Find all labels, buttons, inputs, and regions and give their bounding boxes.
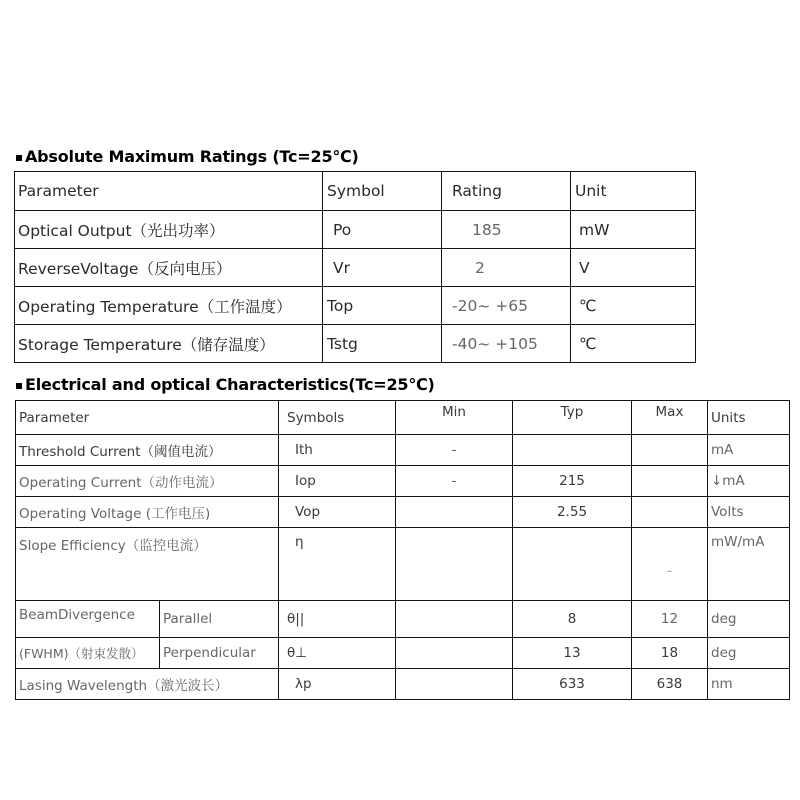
unit-cell: deg	[708, 638, 790, 669]
rating-cell: 185	[442, 211, 571, 249]
table-header-row	[16, 401, 790, 435]
typ-cell: 8	[513, 601, 632, 638]
param-cell: Storage Temperature（储存温度）	[15, 325, 323, 363]
rating-cell: -20~ +65	[442, 287, 571, 325]
symbol-cell: λp	[279, 669, 396, 700]
section2-title	[16, 375, 435, 394]
header-cell: Unit	[571, 172, 696, 211]
min-cell: -	[396, 435, 513, 466]
unit-cell: deg	[708, 601, 790, 638]
param-cell: Slope Efficiency（监控电流）	[16, 528, 279, 601]
unit-cell: mA	[708, 435, 790, 466]
max-cell	[632, 435, 708, 466]
electrical-optical-table	[15, 400, 790, 700]
unit-cell: mW/mA	[708, 528, 790, 601]
section1-title-text: Absolute Maximum Ratings (Tc=25℃)	[25, 147, 359, 166]
table-row	[16, 497, 790, 528]
max-cell: 12	[632, 601, 708, 638]
min-cell	[396, 669, 513, 700]
table-row	[16, 435, 790, 466]
param-cell: ReverseVoltage（反向电压）	[15, 249, 323, 287]
param-cell: Operating Voltage (工作电压)	[16, 497, 279, 528]
symbol-cell: Tstg	[323, 325, 442, 363]
rating-cell: -40~ +105	[442, 325, 571, 363]
max-cell	[632, 497, 708, 528]
table-header-row	[15, 172, 696, 211]
table-row	[15, 287, 696, 325]
absolute-max-ratings-table	[14, 171, 696, 363]
header-cell: Typ	[513, 401, 632, 435]
section1-title	[16, 147, 359, 166]
table-row	[16, 638, 790, 669]
param-cell: (FWHM)（射束发散）	[16, 638, 160, 669]
typ-cell	[513, 435, 632, 466]
unit-cell: nm	[708, 669, 790, 700]
header-cell: Rating	[442, 172, 571, 211]
min-cell	[396, 528, 513, 601]
table-row	[16, 601, 790, 638]
header-cell: Symbol	[323, 172, 442, 211]
symbol-cell: Top	[323, 287, 442, 325]
symbol-cell: θ⊥	[279, 638, 396, 669]
min-cell	[396, 601, 513, 638]
table-row	[16, 528, 790, 601]
table-row	[15, 325, 696, 363]
unit-cell: V	[571, 249, 696, 287]
param-cell: Threshold Current（阈值电流）	[16, 435, 279, 466]
symbol-cell: Po	[323, 211, 442, 249]
rating-cell: 2	[442, 249, 571, 287]
param-cell: Lasing Wavelength（激光波长）	[16, 669, 279, 700]
symbol-cell: θ||	[279, 601, 396, 638]
header-cell: Units	[708, 401, 790, 435]
unit-cell: ↓mA	[708, 466, 790, 497]
header-cell: Symbols	[279, 401, 396, 435]
max-cell: -	[632, 528, 708, 601]
section2-title-text: Electrical and optical Characteristics(Tc=25℃)	[25, 375, 435, 394]
sub-param-cell: Perpendicular	[160, 638, 279, 669]
symbol-cell: Iop	[279, 466, 396, 497]
typ-cell	[513, 528, 632, 601]
min-cell: -	[396, 466, 513, 497]
typ-cell: 2.55	[513, 497, 632, 528]
symbol-cell: η	[279, 528, 396, 601]
param-cell: Operating Current（动作电流）	[16, 466, 279, 497]
header-cell: Min	[396, 401, 513, 435]
header-cell: Parameter	[16, 401, 279, 435]
bullet-icon	[16, 155, 22, 161]
unit-cell: ℃	[571, 325, 696, 363]
table-row	[15, 211, 696, 249]
unit-cell: mW	[571, 211, 696, 249]
unit-cell: ℃	[571, 287, 696, 325]
param-cell: BeamDivergence	[16, 601, 160, 638]
param-cell: Operating Temperature（工作温度）	[15, 287, 323, 325]
param-cell: Optical Output（光出功率）	[15, 211, 323, 249]
min-cell	[396, 638, 513, 669]
table-row	[16, 669, 790, 700]
header-cell: Parameter	[15, 172, 323, 211]
typ-cell: 13	[513, 638, 632, 669]
bullet-icon	[16, 383, 22, 389]
table-row	[15, 249, 696, 287]
unit-cell: Volts	[708, 497, 790, 528]
sub-param-cell: Parallel	[160, 601, 279, 638]
typ-cell: 215	[513, 466, 632, 497]
table-row	[16, 466, 790, 497]
symbol-cell: Ith	[279, 435, 396, 466]
max-cell	[632, 466, 708, 497]
typ-cell: 633	[513, 669, 632, 700]
header-cell: Max	[632, 401, 708, 435]
min-cell	[396, 497, 513, 528]
max-cell: 638	[632, 669, 708, 700]
symbol-cell: Vr	[323, 249, 442, 287]
max-cell: 18	[632, 638, 708, 669]
symbol-cell: Vop	[279, 497, 396, 528]
